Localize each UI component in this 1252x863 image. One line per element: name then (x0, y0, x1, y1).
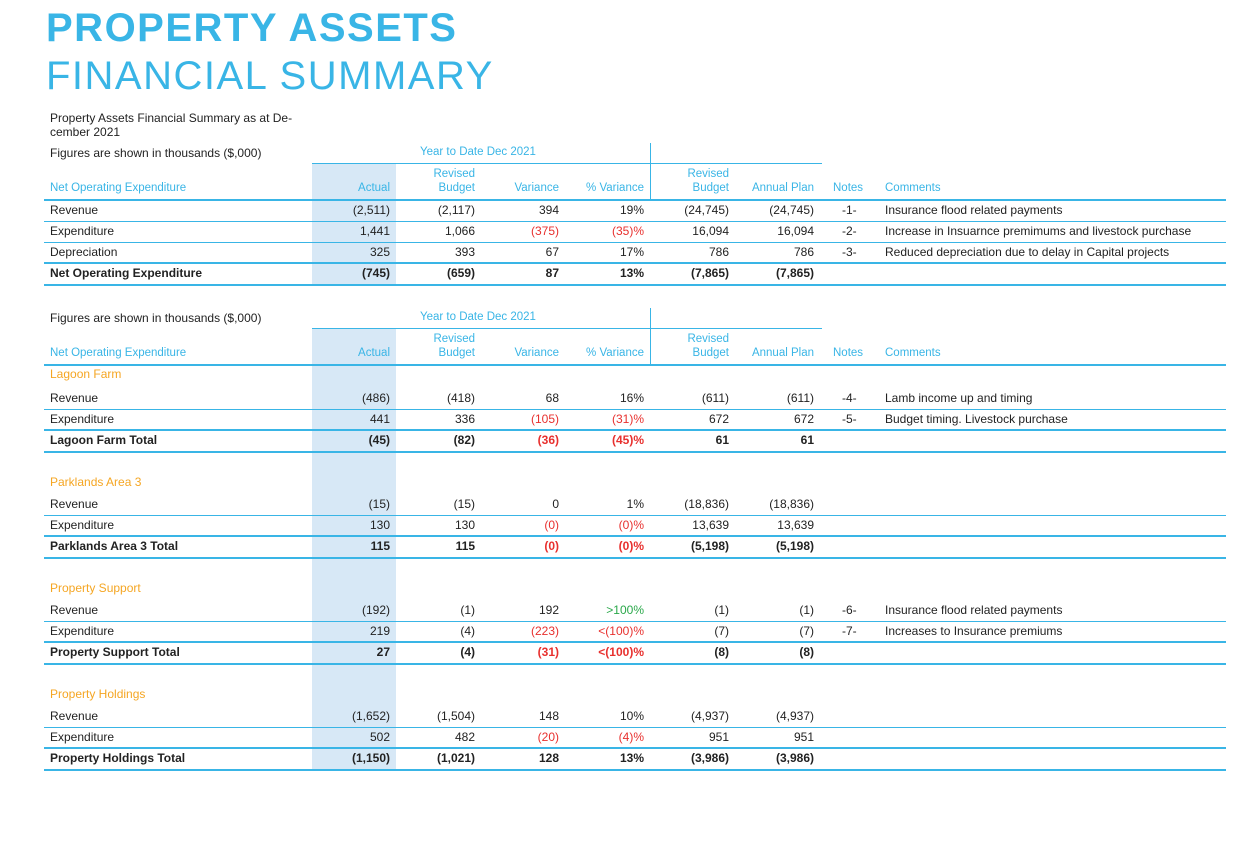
header-comments: Comments (885, 182, 941, 194)
cell-variance: (31) (537, 645, 559, 659)
group-name: Property Support (50, 581, 141, 595)
figures-note: Figures are shown in thousands ($,000) (50, 146, 262, 160)
cell-rev-budget: (4,937) (690, 709, 729, 723)
cell-variance: 87 (545, 266, 559, 280)
cell-variance: (36) (537, 433, 559, 447)
header-actual: Actual (358, 182, 390, 194)
cell-budget: (659) (446, 266, 475, 280)
cell-budget: 115 (455, 539, 475, 553)
cell-rev-budget: (1) (714, 603, 729, 617)
row-label: Expenditure (50, 412, 115, 426)
cell-plan: (18,836) (769, 497, 814, 511)
cell-actual: (45) (368, 433, 390, 447)
cell-plan: (1) (799, 603, 814, 617)
cell-actual: 115 (370, 539, 390, 553)
cell-plan: (5,198) (775, 539, 814, 553)
header-revised: Revised (687, 168, 729, 180)
cell-actual: (1,150) (351, 751, 390, 765)
cell-pct: 16% (619, 391, 644, 405)
group-heading (44, 364, 1226, 385)
header-annual-plan: Annual Plan (751, 347, 814, 359)
group-heading (44, 472, 1226, 493)
cell-comment: Insurance flood related payments (885, 203, 1063, 217)
cell-plan: 951 (793, 730, 814, 744)
cell-budget: (82) (453, 433, 475, 447)
group-name: Parklands Area 3 (50, 475, 142, 489)
cell-variance: (0) (544, 518, 559, 532)
cell-actual: 130 (369, 518, 390, 532)
row-label: Revenue (50, 709, 99, 723)
cell-plan: (24,745) (769, 203, 814, 217)
cell-budget: (1,504) (436, 709, 475, 723)
table-row (44, 727, 1226, 748)
revised-budget-rule (650, 163, 822, 164)
cell-comment: Reduced depreciation due to delay in Capital projects (885, 245, 1170, 259)
cell-note: -2- (842, 224, 857, 238)
cell-plan: 61 (800, 433, 814, 447)
cell-budget: (418) (446, 391, 475, 405)
header-variance: Variance (514, 347, 559, 359)
cell-plan: (7,865) (775, 266, 814, 280)
cell-rev-budget: 786 (708, 245, 729, 259)
cell-variance: 192 (538, 603, 559, 617)
cell-rev-budget: (5,198) (690, 539, 729, 553)
row-label: Expenditure (50, 624, 115, 638)
cell-variance: (223) (530, 624, 559, 638)
cell-actual: (2,511) (352, 203, 390, 217)
cell-plan: (7) (799, 624, 814, 638)
cell-actual: 325 (369, 245, 390, 259)
cell-variance: 128 (538, 751, 559, 765)
intro-line-1: Property Assets Financial Summary as at De- (50, 111, 293, 125)
row-label: Revenue (50, 603, 99, 617)
cell-budget: (2,117) (437, 203, 475, 217)
row-label: Revenue (50, 391, 99, 405)
table-row (44, 388, 1226, 409)
row-label: Property Holdings Total (50, 751, 186, 765)
header-notes: Notes (833, 347, 864, 359)
ytd-label: Year to Date Dec 2021 (420, 146, 536, 158)
total-row (44, 536, 1226, 557)
header-budget: Budget (692, 347, 729, 359)
table-row (44, 600, 1226, 621)
total-row (44, 263, 1226, 284)
cell-plan: (3,986) (775, 751, 814, 765)
header-row (44, 343, 1226, 364)
cell-rev-budget: (7) (714, 624, 729, 638)
header-label: Net Operating Expenditure (50, 347, 187, 359)
header-revised: Revised (433, 333, 475, 345)
cell-rev-budget: (18,836) (684, 497, 729, 511)
cell-pct: (0)% (618, 518, 644, 532)
cell-pct: <(100)% (598, 645, 644, 659)
header-annual-plan: Annual Plan (751, 182, 814, 194)
header-pct-variance: % Variance (586, 347, 644, 359)
cell-budget: 482 (454, 730, 475, 744)
cell-actual: (192) (361, 603, 390, 617)
cell-pct: (45)% (611, 433, 644, 447)
header-pct-variance: % Variance (586, 182, 644, 194)
cell-rev-budget: (611) (701, 391, 729, 405)
header-revised: Revised (433, 168, 475, 180)
ytd-rule (312, 328, 650, 329)
row-label: Depreciation (50, 245, 118, 259)
cell-variance: (105) (530, 412, 559, 426)
table-row (44, 621, 1226, 642)
cell-pct: (4)% (618, 730, 644, 744)
breakdown-table (44, 308, 1226, 773)
cell-budget: (1) (460, 603, 475, 617)
cell-pct: 1% (626, 497, 644, 511)
cell-pct: 13% (619, 751, 644, 765)
title-line-2: FINANCIAL SUMMARY (46, 54, 494, 98)
cell-budget: (1,021) (436, 751, 475, 765)
group-heading (44, 578, 1226, 599)
total-row (44, 748, 1226, 769)
total-row (44, 642, 1226, 663)
total-rule-bottom (44, 769, 1226, 771)
row-label: Revenue (50, 203, 99, 217)
header-actual: Actual (358, 347, 390, 359)
revised-budget-rule (650, 328, 822, 329)
cell-rev-budget: 16,094 (692, 224, 729, 238)
row-label: Parklands Area 3 Total (50, 539, 179, 553)
cell-budget: (15) (453, 497, 475, 511)
intro-text (50, 111, 300, 139)
total-row (44, 430, 1226, 451)
cell-rev-budget: (24,745) (684, 203, 729, 217)
cell-comment: Lamb income up and timing (885, 391, 1033, 405)
cell-rev-budget: 13,639 (692, 518, 729, 532)
cell-rev-budget: (8) (714, 645, 729, 659)
table-row (44, 200, 1226, 221)
cell-variance: (375) (530, 224, 559, 238)
figures-note: Figures are shown in thousands ($,000) (50, 311, 262, 325)
header-revised: Revised (687, 333, 729, 345)
cell-rev-budget: 61 (715, 433, 729, 447)
cell-note: -6- (842, 603, 857, 617)
group-heading (44, 684, 1226, 705)
table-row (44, 221, 1226, 242)
cell-variance: 148 (538, 709, 559, 723)
cell-budget: 1,066 (444, 224, 475, 238)
cell-actual: 1,441 (359, 224, 390, 238)
cell-pct: (31)% (611, 412, 644, 426)
total-rule-bottom (44, 557, 1226, 559)
cell-plan: (611) (786, 391, 814, 405)
cell-note: -4- (842, 391, 857, 405)
cell-pct: 10% (619, 709, 644, 723)
cell-variance: (0) (544, 539, 559, 553)
cell-pct: 19% (619, 203, 644, 217)
table-row (44, 242, 1226, 263)
cell-plan: 13,639 (777, 518, 814, 532)
cell-actual: (1,652) (351, 709, 390, 723)
cell-note: -3- (842, 245, 857, 259)
cell-comment: Increases to Insurance premiums (885, 624, 1063, 638)
cell-note: -5- (842, 412, 857, 426)
row-label: Expenditure (50, 730, 115, 744)
total-rule-bottom (44, 451, 1226, 453)
ytd-label: Year to Date Dec 2021 (420, 311, 536, 323)
cell-pct: <(100)% (598, 624, 644, 638)
row-label: Revenue (50, 497, 99, 511)
cell-pct: 13% (619, 266, 644, 280)
cell-pct: >100% (606, 603, 644, 617)
group-name: Lagoon Farm (50, 367, 122, 381)
header-variance: Variance (514, 182, 559, 194)
cell-actual: 27 (376, 645, 390, 659)
row-label: Expenditure (50, 224, 115, 238)
table-row (44, 515, 1226, 536)
cell-budget: 393 (454, 245, 475, 259)
cell-actual: (15) (368, 497, 390, 511)
row-label: Net Operating Expenditure (50, 266, 203, 280)
table-row (44, 494, 1226, 515)
row-label: Lagoon Farm Total (50, 433, 158, 447)
cell-plan: 786 (793, 245, 814, 259)
cell-comment: Budget timing. Livestock purchase (885, 412, 1068, 426)
cell-budget: 336 (454, 412, 475, 426)
total-rule-bottom (44, 663, 1226, 665)
cell-pct: (0)% (618, 539, 644, 553)
cell-budget: 130 (454, 518, 475, 532)
header-budget: Budget (438, 347, 475, 359)
cell-actual: 441 (369, 412, 390, 426)
header-notes: Notes (833, 182, 864, 194)
cell-variance: 0 (552, 497, 559, 511)
cell-actual: 219 (369, 624, 390, 638)
cell-actual: (486) (361, 391, 390, 405)
intro-line-2: cember 2021 (50, 125, 121, 139)
group-name: Property Holdings (50, 687, 146, 701)
cell-variance: (20) (537, 730, 559, 744)
title-line-1: PROPERTY ASSETS (46, 6, 458, 50)
cell-rev-budget: 672 (708, 412, 729, 426)
cell-pct: 17% (619, 245, 644, 259)
summary-table (44, 143, 1226, 293)
cell-note: -7- (842, 624, 857, 638)
cell-comment: Increase in Insuarnce premimums and livestock purchase (885, 224, 1192, 238)
cell-plan: (8) (799, 645, 814, 659)
ytd-rule (312, 163, 650, 164)
cell-plan: 672 (793, 412, 814, 426)
cell-actual: 502 (369, 730, 390, 744)
header-budget: Budget (438, 182, 475, 194)
cell-budget: (4) (460, 624, 475, 638)
header-comments: Comments (885, 347, 941, 359)
cell-variance: 68 (545, 391, 559, 405)
cell-comment: Insurance flood related payments (885, 603, 1063, 617)
cell-plan: (4,937) (775, 709, 814, 723)
cell-rev-budget: 951 (708, 730, 729, 744)
cell-variance: 67 (545, 245, 559, 259)
table-row (44, 409, 1226, 430)
total-rule-bottom (44, 284, 1226, 286)
header-budget: Budget (692, 182, 729, 194)
cell-rev-budget: (7,865) (690, 266, 729, 280)
row-label: Property Support Total (50, 645, 180, 659)
cell-budget: (4) (460, 645, 475, 659)
table-row (44, 706, 1226, 727)
header-row (44, 178, 1226, 199)
cell-pct: (35)% (611, 224, 644, 238)
row-label: Expenditure (50, 518, 115, 532)
cell-note: -1- (842, 203, 857, 217)
cell-plan: 16,094 (777, 224, 814, 238)
cell-actual: (745) (361, 266, 390, 280)
header-label: Net Operating Expenditure (50, 182, 187, 194)
cell-rev-budget: (3,986) (690, 751, 729, 765)
cell-variance: 394 (538, 203, 559, 217)
